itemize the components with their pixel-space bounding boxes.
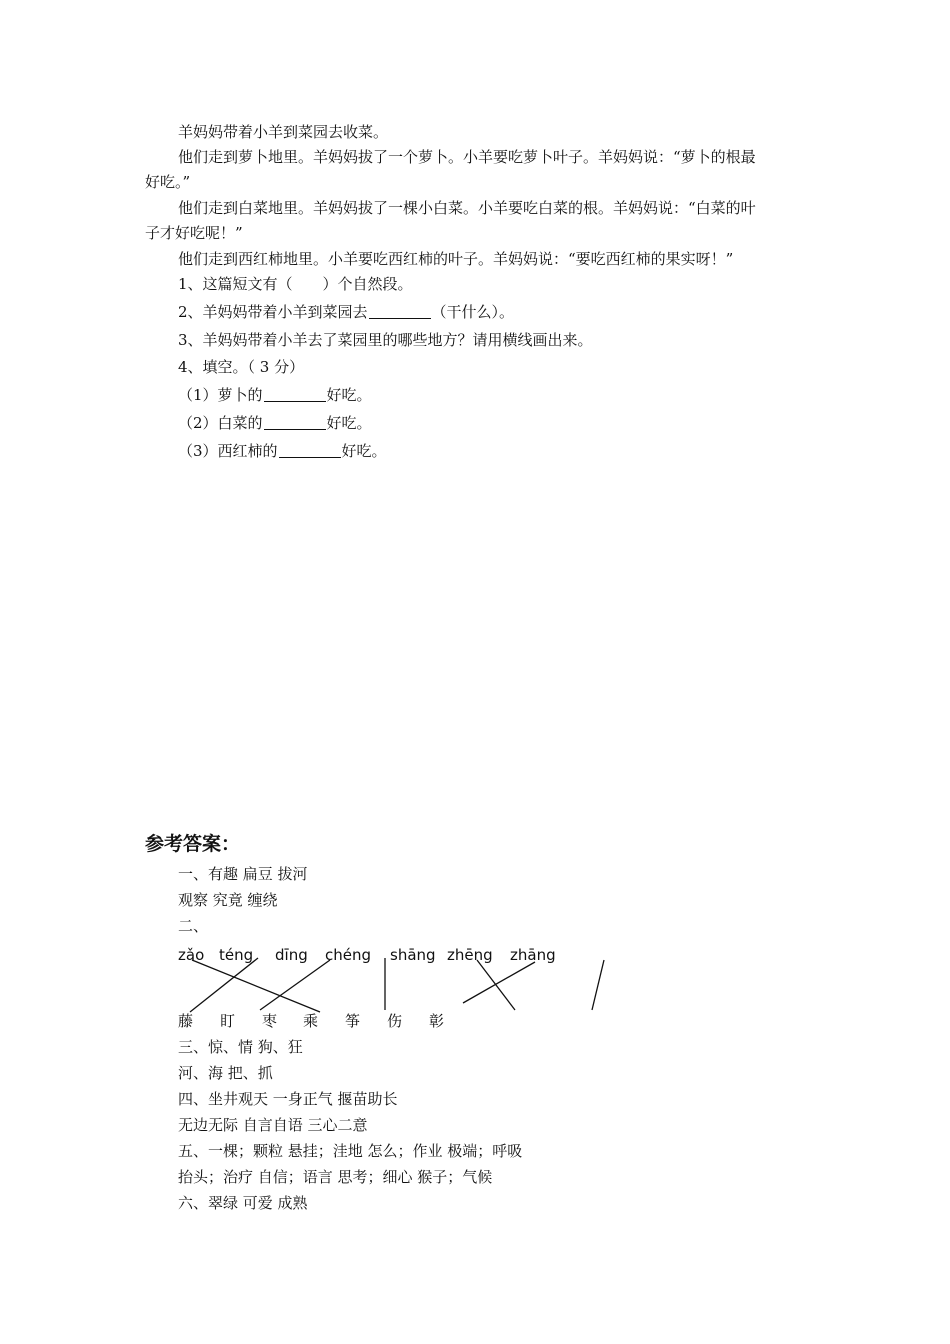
passage-paragraph-3-line-2: 子才好吃呢！”	[145, 224, 243, 242]
answer-1-line-2: 观察 究竟 缠绕	[178, 891, 278, 909]
answer-5-line-2: 抬头；治疗 自信；语言 思考；细心 猴子；气候	[178, 1168, 493, 1186]
match-line-zheng	[477, 960, 515, 1010]
passage-paragraph-3-line-1: 他们走到白菜地里。羊妈妈拔了一棵小白菜。小羊要吃白菜的根。羊妈妈说：“白菜的叶	[178, 199, 756, 217]
pinyin-shang: shāng	[390, 946, 436, 964]
passage-paragraph-2-line-1: 他们走到萝卜地里。羊妈妈拔了一个萝卜。小羊要吃萝卜叶子。羊妈妈说：“萝卜的根最	[178, 148, 756, 166]
pinyin-zheng: zhēng	[447, 946, 493, 964]
answer-3-line-1: 三、惊、情 狗、狂	[178, 1038, 303, 1056]
char-shang: 伤	[387, 1012, 403, 1030]
question-4-item-2-text: （2）白菜的	[178, 414, 263, 432]
question-3: 3、羊妈妈带着小羊去了菜园里的哪些地方？请用横线画出来。	[178, 331, 593, 349]
pinyin-zhang: zhāng	[510, 946, 556, 964]
passage-paragraph-2-line-2: 好吃。”	[145, 173, 191, 191]
match-line-shang	[592, 960, 604, 1010]
question-4-item-3-suffix: 好吃。	[341, 442, 387, 460]
match-line-zhang	[463, 962, 535, 1003]
question-4-item-1-text: （1）萝卜的	[178, 386, 263, 404]
question-4-item-3-text: （3）西红柿的	[178, 442, 278, 460]
char-zhang: 彰	[429, 1012, 445, 1030]
char-teng: 藤	[178, 1012, 194, 1030]
question-2-hint: （干什么）。	[431, 303, 515, 321]
answer-2-label: 二、	[178, 917, 209, 935]
question-4: 4、填空。（ 3 分）	[178, 358, 305, 376]
match-line-teng	[190, 958, 258, 1012]
answer-1-line-1: 一、有趣 扁豆 拔河	[178, 865, 308, 883]
question-2-text: 2、羊妈妈带着小羊到菜园去	[178, 303, 368, 321]
passage-paragraph-4: 他们走到西红柿地里。小羊要吃西红柿的叶子。羊妈妈说：“要吃西红柿的果实呀！”	[178, 250, 734, 268]
answer-4-line-2: 无边无际 自言自语 三心二意	[178, 1116, 368, 1134]
answer-6: 六、翠绿 可爱 成熟	[178, 1194, 308, 1212]
char-zao: 枣	[262, 1012, 278, 1030]
pinyin-zao: zǎo	[178, 946, 205, 964]
char-zheng: 筝	[345, 1012, 361, 1030]
answer-3-line-2: 河、海 把、抓	[178, 1064, 273, 1082]
match-line-zao	[192, 960, 320, 1012]
question-4-item-1-suffix: 好吃。	[326, 386, 372, 404]
answer-4-line-1: 四、坐井观天 一身正气 揠苗助长	[178, 1090, 398, 1108]
answer-5-line-1: 五、一棵；颗粒 悬挂；洼地 怎么；作业 极端；呼吸	[178, 1142, 523, 1160]
question-1: 1、这篇短文有（ ）个自然段。	[178, 275, 413, 293]
pinyin-teng: téng	[219, 946, 254, 964]
char-cheng: 乘	[303, 1012, 319, 1030]
question-4-item-2-suffix: 好吃。	[326, 414, 372, 432]
answers-title: 参考答案：	[145, 833, 241, 855]
pinyin-ding: dīng	[275, 946, 308, 964]
pinyin-cheng: chéng	[325, 946, 372, 964]
passage-paragraph-1: 羊妈妈带着小羊到菜园去收菜。	[178, 123, 389, 141]
char-ding: 盯	[220, 1012, 236, 1030]
